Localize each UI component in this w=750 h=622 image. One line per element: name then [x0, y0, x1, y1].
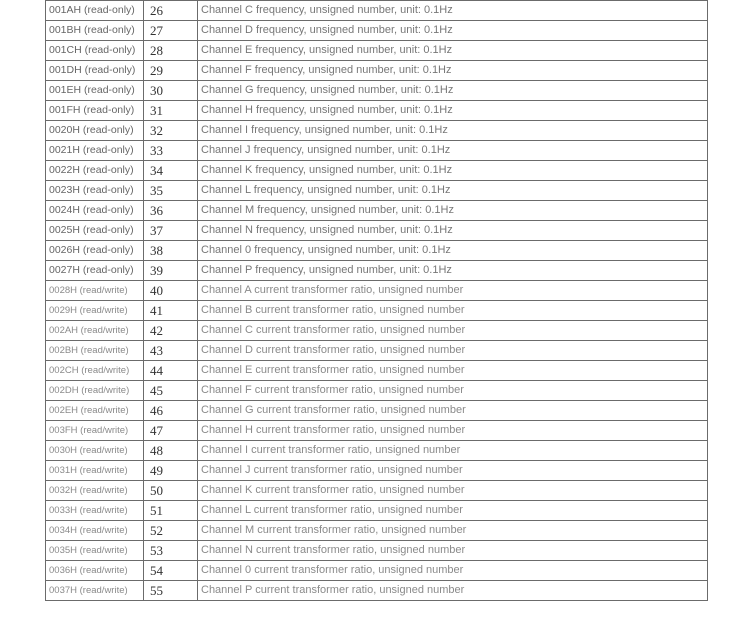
register-number: 28 — [144, 41, 198, 61]
register-number: 53 — [144, 541, 198, 561]
register-number: 47 — [144, 421, 198, 441]
register-description: Channel D frequency, unsigned number, unit: 0.1Hz — [198, 21, 708, 41]
register-address: 003FH (read/write) — [46, 421, 144, 441]
register-number: 35 — [144, 181, 198, 201]
table-row — [46, 61, 708, 81]
register-description: Channel H frequency, unsigned number, unit: 0.1Hz — [198, 101, 708, 121]
register-address: 001DH (read-only) — [46, 61, 144, 81]
register-address: 0032H (read/write) — [46, 481, 144, 501]
register-description: Channel L frequency, unsigned number, unit: 0.1Hz — [198, 181, 708, 201]
register-description: Channel C current transformer ratio, unsigned number — [198, 321, 708, 341]
register-description: Channel I current transformer ratio, unsigned number — [198, 441, 708, 461]
table-row — [46, 541, 708, 561]
register-address: 0026H (read-only) — [46, 241, 144, 261]
register-description: Channel B current transformer ratio, unsigned number — [198, 301, 708, 321]
table-row — [46, 481, 708, 501]
register-description: Channel G current transformer ratio, unsigned number — [198, 401, 708, 421]
register-description: Channel J current transformer ratio, unsigned number — [198, 461, 708, 481]
table-row — [46, 121, 708, 141]
register-description: Channel K frequency, unsigned number, unit: 0.1Hz — [198, 161, 708, 181]
table-row — [46, 101, 708, 121]
table-row — [46, 161, 708, 181]
register-address: 0020H (read-only) — [46, 121, 144, 141]
register-address: 0025H (read-only) — [46, 221, 144, 241]
table-row — [46, 41, 708, 61]
register-number: 36 — [144, 201, 198, 221]
table-row — [46, 441, 708, 461]
register-address: 0022H (read-only) — [46, 161, 144, 181]
register-address: 002AH (read/write) — [46, 321, 144, 341]
register-description: Channel G frequency, unsigned number, unit: 0.1Hz — [198, 81, 708, 101]
register-address: 0037H (read/write) — [46, 581, 144, 601]
register-address: 0036H (read/write) — [46, 561, 144, 581]
register-address: 001BH (read-only) — [46, 21, 144, 41]
table-row — [46, 181, 708, 201]
register-number: 37 — [144, 221, 198, 241]
register-number: 40 — [144, 281, 198, 301]
register-address: 0028H (read/write) — [46, 281, 144, 301]
register-table-body — [46, 1, 708, 601]
register-description: Channel J frequency, unsigned number, unit: 0.1Hz — [198, 141, 708, 161]
register-address: 0033H (read/write) — [46, 501, 144, 521]
table-row — [46, 1, 708, 21]
register-description: Channel E frequency, unsigned number, unit: 0.1Hz — [198, 41, 708, 61]
register-description: Channel M frequency, unsigned number, unit: 0.1Hz — [198, 201, 708, 221]
table-row — [46, 321, 708, 341]
register-number: 49 — [144, 461, 198, 481]
register-address: 0031H (read/write) — [46, 461, 144, 481]
register-number: 32 — [144, 121, 198, 141]
register-address: 0029H (read/write) — [46, 301, 144, 321]
register-description: Channel P current transformer ratio, unsigned number — [198, 581, 708, 601]
table-row — [46, 421, 708, 441]
register-number: 50 — [144, 481, 198, 501]
table-row — [46, 361, 708, 381]
table-row — [46, 21, 708, 41]
register-address: 0034H (read/write) — [46, 521, 144, 541]
table-row — [46, 461, 708, 481]
register-description: Channel F current transformer ratio, unsigned number — [198, 381, 708, 401]
register-number: 44 — [144, 361, 198, 381]
register-number: 30 — [144, 81, 198, 101]
register-description: Channel N current transformer ratio, unsigned number — [198, 541, 708, 561]
register-description: Channel H current transformer ratio, unsigned number — [198, 421, 708, 441]
table-row — [46, 341, 708, 361]
table-row — [46, 521, 708, 541]
table-row — [46, 261, 708, 281]
table-row — [46, 501, 708, 521]
register-address: 0024H (read-only) — [46, 201, 144, 221]
register-number: 33 — [144, 141, 198, 161]
table-row — [46, 301, 708, 321]
register-address: 001CH (read-only) — [46, 41, 144, 61]
register-number: 31 — [144, 101, 198, 121]
register-number: 34 — [144, 161, 198, 181]
register-number: 27 — [144, 21, 198, 41]
table-row — [46, 201, 708, 221]
register-description: Channel C frequency, unsigned number, unit: 0.1Hz — [198, 1, 708, 21]
register-number: 38 — [144, 241, 198, 261]
table-row — [46, 141, 708, 161]
register-number: 42 — [144, 321, 198, 341]
table-row — [46, 241, 708, 261]
register-description: Channel P frequency, unsigned number, unit: 0.1Hz — [198, 261, 708, 281]
register-description: Channel A current transformer ratio, unsigned number — [198, 281, 708, 301]
register-address: 0027H (read-only) — [46, 261, 144, 281]
register-description: Channel F frequency, unsigned number, unit: 0.1Hz — [198, 61, 708, 81]
register-address: 0021H (read-only) — [46, 141, 144, 161]
register-address: 0030H (read/write) — [46, 441, 144, 461]
register-number: 48 — [144, 441, 198, 461]
register-address: 002BH (read/write) — [46, 341, 144, 361]
table-row — [46, 581, 708, 601]
register-number: 51 — [144, 501, 198, 521]
register-address: 002CH (read/write) — [46, 361, 144, 381]
table-row — [46, 221, 708, 241]
table-row — [46, 381, 708, 401]
register-number: 45 — [144, 381, 198, 401]
register-number: 46 — [144, 401, 198, 421]
register-address: 001AH (read-only) — [46, 1, 144, 21]
table-row — [46, 281, 708, 301]
register-number: 55 — [144, 581, 198, 601]
table-row — [46, 81, 708, 101]
register-table — [45, 0, 708, 601]
register-address: 0023H (read-only) — [46, 181, 144, 201]
register-description: Channel E current transformer ratio, unsigned number — [198, 361, 708, 381]
table-row — [46, 561, 708, 581]
register-number: 41 — [144, 301, 198, 321]
table-row — [46, 401, 708, 421]
register-number: 52 — [144, 521, 198, 541]
register-number: 29 — [144, 61, 198, 81]
register-address: 002DH (read/write) — [46, 381, 144, 401]
register-address: 001FH (read-only) — [46, 101, 144, 121]
register-description: Channel M current transformer ratio, unsigned number — [198, 521, 708, 541]
register-number: 43 — [144, 341, 198, 361]
register-description: Channel D current transformer ratio, unsigned number — [198, 341, 708, 361]
register-number: 39 — [144, 261, 198, 281]
register-description: Channel 0 frequency, unsigned number, unit: 0.1Hz — [198, 241, 708, 261]
register-description: Channel L current transformer ratio, unsigned number — [198, 501, 708, 521]
register-number: 54 — [144, 561, 198, 581]
register-description: Channel 0 current transformer ratio, unsigned number — [198, 561, 708, 581]
register-description: Channel N frequency, unsigned number, unit: 0.1Hz — [198, 221, 708, 241]
register-number: 26 — [144, 1, 198, 21]
register-description: Channel I frequency, unsigned number, unit: 0.1Hz — [198, 121, 708, 141]
register-description: Channel K current transformer ratio, unsigned number — [198, 481, 708, 501]
register-address: 001EH (read-only) — [46, 81, 144, 101]
register-address: 0035H (read/write) — [46, 541, 144, 561]
register-address: 002EH (read/write) — [46, 401, 144, 421]
